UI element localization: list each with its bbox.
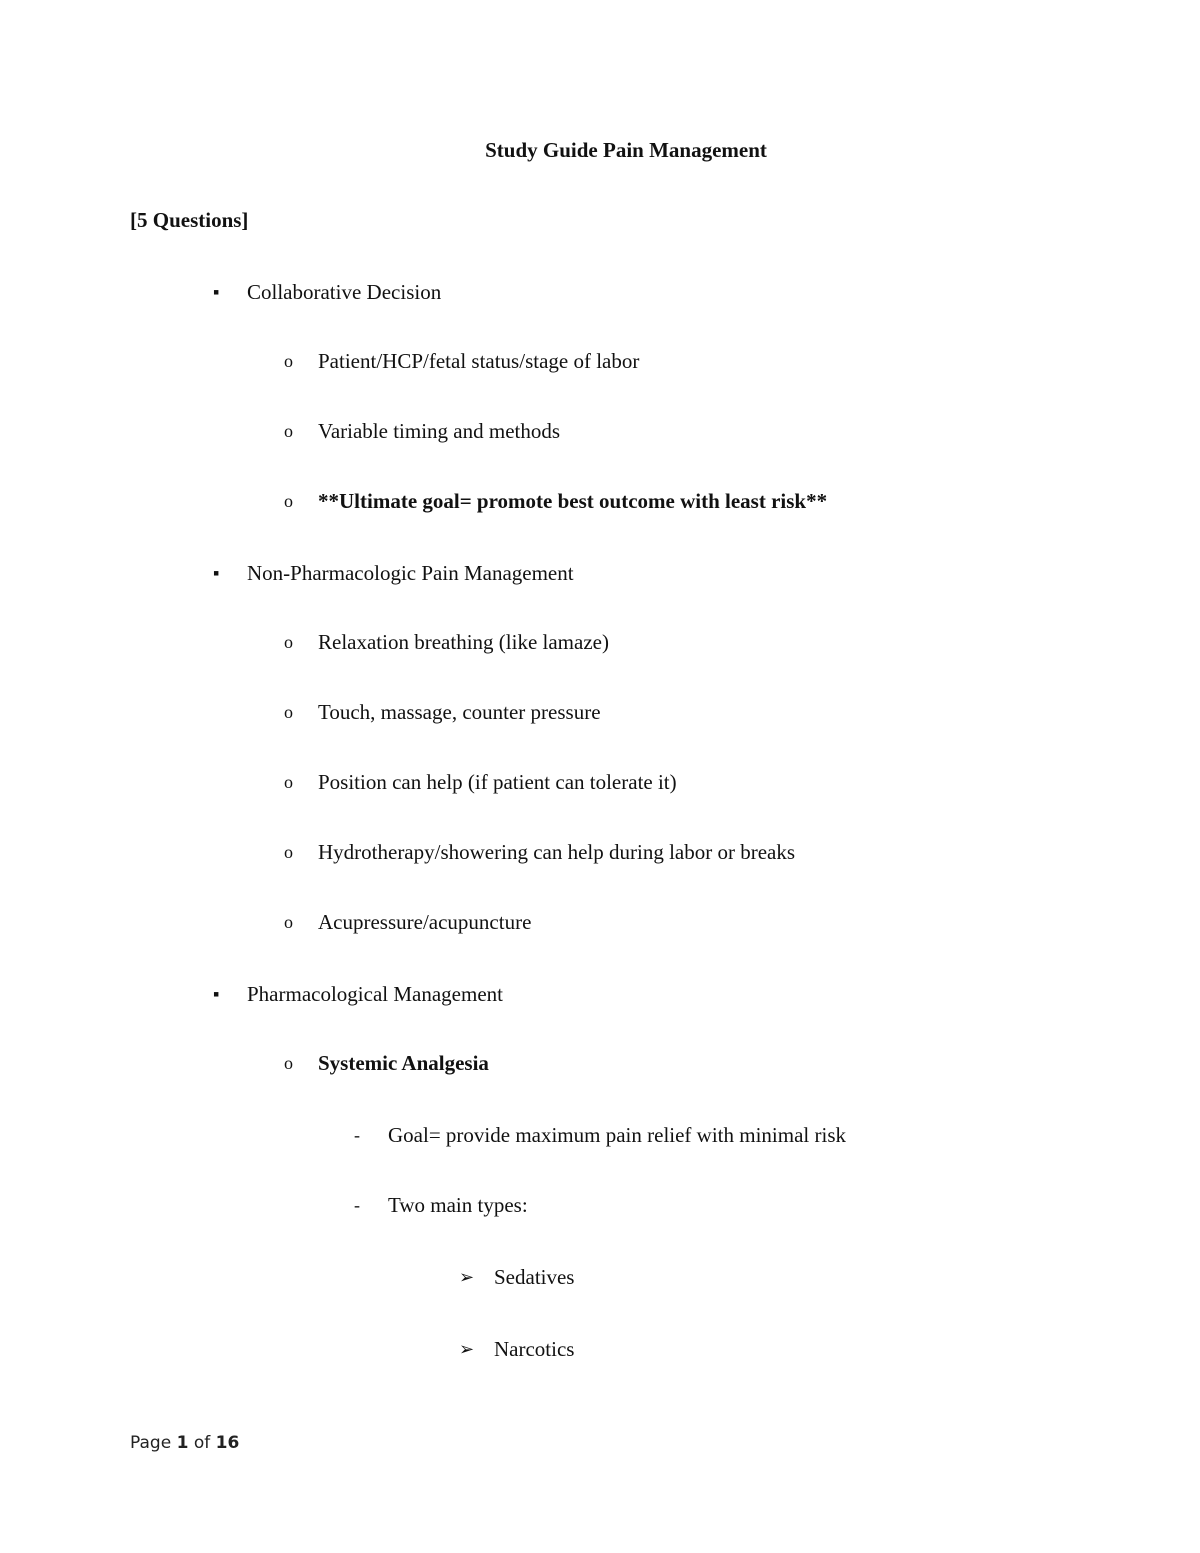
questions-note: [5 Questions] [130,208,249,232]
arrow-bullet-icon: ➢ [459,1267,475,1287]
bullet-dash-icon: - [354,1125,360,1145]
section-label: Non-Pharmacologic Pain Management [247,561,574,585]
page-current: 1 [176,1433,189,1453]
list-item: Position can help (if patient can tolerate it) [318,770,677,794]
bullet-square-icon: ▪ [213,282,220,302]
bullet-square-icon: ▪ [213,563,220,583]
list-item: Acupressure/acupuncture [318,910,532,934]
list-item: Touch, massage, counter pressure [318,700,601,724]
list-item: Sedatives [494,1265,575,1289]
page-number [130,1432,239,1454]
section-label: Collaborative Decision [247,280,442,304]
list-item: Relaxation breathing (like lamaze) [318,630,609,654]
arrow-bullet-icon: ➢ [459,1339,475,1359]
bullet-circle-icon: o [284,912,293,932]
list-item: Patient/HCP/fetal status/stage of labor [318,349,640,373]
page-of: of [193,1433,211,1453]
bullet-dash-icon: - [354,1195,360,1215]
subsection-label: Systemic Analgesia [318,1051,489,1075]
bullet-circle-icon: o [284,842,293,862]
list-item: Two main types: [388,1193,528,1217]
list-item-emphasis: **Ultimate goal= promote best outcome with least risk** [318,489,828,513]
section-label: Pharmacological Management [247,982,503,1006]
bullet-circle-icon: o [284,351,293,371]
list-item: Narcotics [494,1337,575,1361]
list-item: Variable timing and methods [318,419,561,443]
page-total: 16 [215,1433,240,1453]
bullet-circle-icon: o [284,1053,293,1073]
bullet-circle-icon: o [284,421,293,441]
page-prefix: Page [130,1433,172,1453]
document-title: Study Guide Pain Management [485,138,767,162]
bullet-circle-icon: o [284,772,293,792]
list-item: Goal= provide maximum pain relief with minimal risk [388,1123,847,1147]
list-item: Hydrotherapy/showering can help during labor or breaks [318,840,796,864]
bullet-circle-icon: o [284,632,293,652]
bullet-circle-icon: o [284,491,293,511]
bullet-square-icon: ▪ [213,984,220,1004]
bullet-circle-icon: o [284,702,293,722]
